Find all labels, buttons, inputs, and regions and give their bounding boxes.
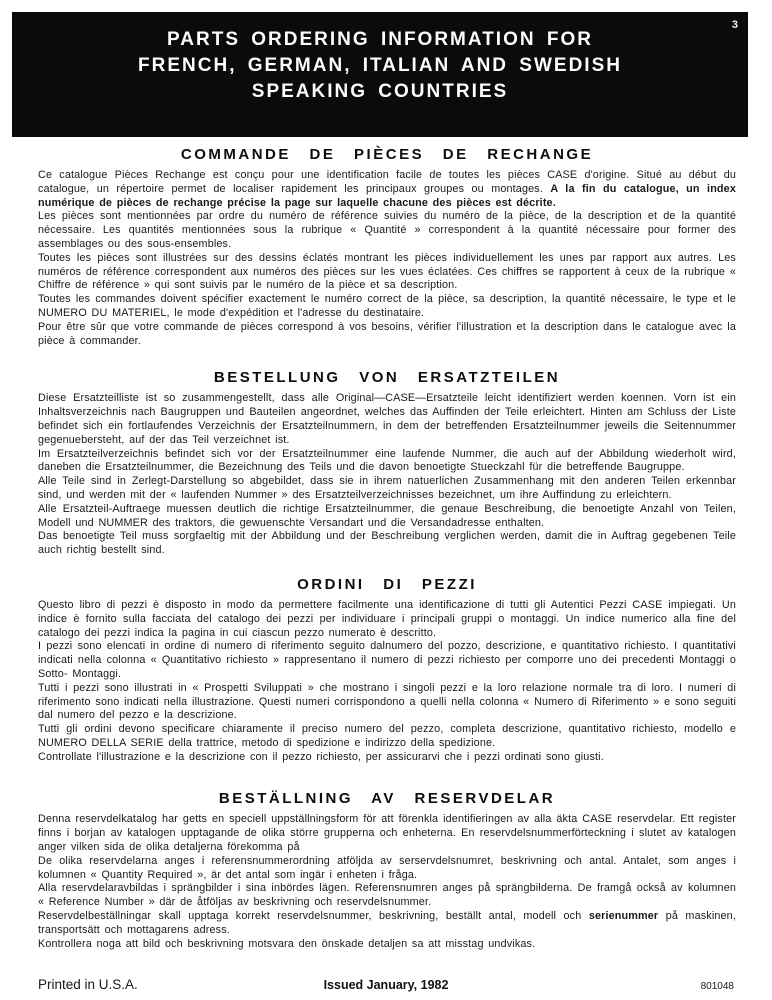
paragraph: Kontrollera noga att bild och beskrivning motsvara den önskade detaljen sa att misstag undvikas.: [38, 937, 536, 950]
section-body-italian: [38, 599, 736, 765]
printed-in-label: Printed in U.S.A.: [38, 977, 138, 993]
paragraph: Controllate l'illustrazione e la descrizione con il pezzo richiesto, per assicurarvi che i pezzi ordinati sono giusti.: [38, 750, 604, 763]
paragraph: Das benoetigte Teil muss sorgfaeltig mit der Abbildung und der Beschreibung verglichen werden, damit die in Auftrag gegebenen Teile auch richtig bestellt sind.: [38, 530, 736, 557]
section-title-italian: ORDINI DI PEZZI: [297, 575, 477, 593]
paragraph: Questo libro di pezzi è disposto in modo da permettere facilmente una identificazione di tutti gli Autentici Pezzi CASE impiegati. Un indice è fornito sulla facciata del catalogo dei pezzi per individuare i principali gruppi o montaggi. Un indice numerico alla fine del catalogo dei pezzi indica la pagina in cui ciascun pezzo numerato è descritto.: [38, 598, 736, 639]
banner-line-3: SPEAKING COUNTRIES: [251, 81, 509, 102]
paragraph: De olika reservdelarna anges i referensnummerordning atföljda av serservdelsnumret, beskrivning och antal. Antalet, som anges i kolumnen « Quantity Required », är det antal som ingär i enheten i fråga.: [38, 854, 736, 881]
paragraph: Im Ersatzteilverzeichnis befindet sich vor der Ersatzteilnummer eine laufende Nummer, die auch auf der Abbildung wiederholt wird, daneben die Ersatzteilnummer, die Bezeichnung des Teils und die davon benoetigte Stueckzahl für die betreffende Baugruppe.: [38, 447, 736, 474]
paragraph: Reservdelbeställningar skall upptaga korrekt reservdelsnummer, beskrivning, beställt antal, modell och serienummer på maskinen, transportsätt och mottagarens adress.: [38, 910, 736, 936]
paragraph: Toutes les commandes doivent spécifier exactement le numéro correct de la pièce, sa description, la quantité nécessaire, le type et le NUMERO DU MATERIEL, le mode d'expédition et l'adresse du destinataire.: [38, 293, 736, 319]
paragraph: Denna reservdelkatalog har getts en speciell uppställningsform för att förenkla identifieringen av alla äkta CASE reservdelar. Ett register finns i borjan av katalogen upptagande de olika större grupperna och enheterna. En reservdelsnummerförteckning i slutet av katalogen anger vilken sida de olika detaljerna förekomma på: [38, 813, 736, 854]
section-body-swedish: [38, 813, 736, 951]
section-title-french: COMMANDE DE PIÈCES DE RECHANGE: [180, 146, 594, 163]
paragraph: Alla reservdelaravbildas i sprängbilder i sina inbördes lägen. Referensnumren anges på sprängbilderna. De framgå också av kolumnen « Reference Number » där de åtföljas av beskrivning och reservdelsnummer.: [38, 882, 736, 909]
section-body-german: [38, 392, 736, 558]
paragraph: Les pièces sont mentionnées par ordre du numéro de référence suivies du numéro de la pièce, de la description et de la quantité nécessaire. Les quantités mentionnées sous la rubrique « Quantité » correspondent à la quantité nécessaire pour former des assemblages ou des sous-ensembles.: [38, 210, 736, 250]
title-banner: [12, 12, 748, 137]
paragraph: Toutes les pièces sont illustrées sur des dessins éclatés montrant les pièces individuellement les unes par rapport aux autres. Les numéros de référence correspondent aux numéros des pièces sur les vues éclatées. Ces chiffres se rapportent à ceux de la rubrique « Chiffre de référence » qui sont suivis par le numéro de la pièce et sa description.: [38, 251, 736, 292]
paragraph: Alle Teile sind in Zerlegt-Darstellung so abgebildet, dass sie in ihrem natuerlichen Zusammenhang mit den anderen Teilen erkennbar sind, und werden mit der « laufenden Nummer » des Ersatzteilverzeichnisses bezeichnet, um ihre Auffindung zu erleichtern.: [38, 475, 736, 501]
page-content: [0, 146, 772, 951]
paragraph: I pezzi sono elencati in ordine di numero di riferimento seguito dalnumero del pozzo, descrizione, e quantitativo richiesto. I quantitativi indicati nella colonna « Quantitativo richiesto » rappresentano il numero di pezzi richiesto per comporre uno dei precedenti Montaggi o Sotto- Montaggi.: [38, 640, 736, 680]
form-number: 801048: [700, 981, 734, 993]
paragraph: Diese Ersatzteilliste ist so zusammengestellt, dass alle Original—CASE—Ersatzteile leicht identifiziert werden koennen. Vorn ist ein Inhaltsverzeichnis nach Baugruppen und Bauteilen angeordnet, welches das Auffinden der Teile erleichtert. Hinten am Schluss der Liste befindet sich ein fortlaufendes Verzeichnis der Ersatzteilnummern, in dem der betreffenden Ersatzteilnummer jeweils die Seitennummer gegenuebersteht, auf der das Teil verzeichnet ist.: [38, 392, 736, 446]
paragraph: Tutti gli ordini devono specificare chiaramente il preciso numero del pezzo, completa descrizione, quantitativo richiesto, modello e NUMERO DELLA SERIE della trattrice, metodo di spedizione e indirizzo della spedizione.: [38, 723, 736, 749]
paragraph: Ce catalogue Pièces Rechange est conçu pour une identification facile de toutes les pièces CASE d'origine. Situé au début du catalogue, un répertoire permet de localiser rapidement les principaux groupes ou montages. A la fin du catalogue, un index numérique de pièces de rechange précise la page sur laquelle chacune des pièces est décrite.: [38, 169, 736, 209]
page-number: 3: [731, 19, 738, 31]
banner-line-1: PARTS ORDERING INFORMATION FOR: [167, 29, 593, 50]
paragraph: Alle Ersatzteil-Auftraege muessen deutlich die richtige Ersatzteilnummer, die genaue Beschreibung, die benoetigte Anzahl von Teilen, Modell und NUMMER des traktors, die gewuenschte Versandart und die Versandadresse enthalten.: [38, 502, 736, 529]
section-title-german: BESTELLUNG VON ERSATZTEILEN: [213, 369, 561, 387]
paragraph: Tutti i pezzi sono illustrati in « Prospetti Sviluppati » che mostrano i singoli pezzi e la loro relazione normale tra di loro. I numeri di riferimento sono indicati nella illustrazione. Questi numeri corrispondono a quelli nella colonna « Numero di Riferimento » e sono seguiti dal numero del pezzo e la descrizione.: [38, 681, 736, 722]
section-title-swedish: BESTÄLLNING AV RESERVDELAR: [218, 790, 556, 808]
page-footer: [0, 977, 772, 992]
issued-date-label: Issued January, 1982: [323, 978, 449, 993]
banner-line-2: FRENCH, GERMAN, ITALIAN AND SWEDISH: [138, 55, 622, 76]
section-body-french: [38, 169, 736, 348]
paragraph: Pour être sûr que votre commande de pièces correspond à vos besoins, vérifier l'illustration et la description dans le catalogue avec la pièce à commander.: [38, 320, 736, 347]
